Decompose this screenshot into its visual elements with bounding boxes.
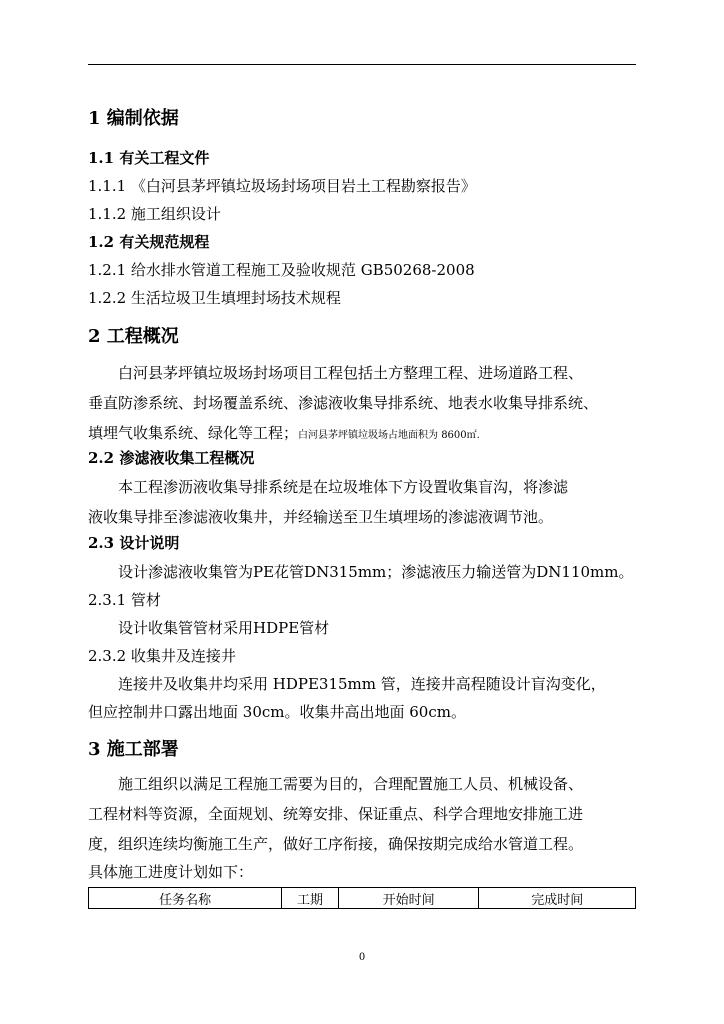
schedule-header-row: [89, 888, 636, 909]
section-2-2-heading: 2.2 渗滤液收集工程概况: [88, 449, 255, 467]
leachate-line-1: 本工程渗沥液收集导排系统是在垃圾堆体下方设置收集盲沟，将渗滤: [118, 478, 569, 496]
design-line-1: 设计渗滤液收集管为PE花管DN315mm；渗滤液压力输送管为DN110mm。: [118, 563, 634, 581]
col-duration: 工期: [282, 888, 339, 909]
item-1-1-2: 1.1.2 施工组织设计: [88, 205, 221, 223]
section-2-heading: 2 工程概况: [88, 326, 179, 347]
deploy-line-2: 工程材料等资源，全面规划、统筹安排、保证重点、科学合理地安排施工进: [88, 805, 584, 823]
section-1-heading: 1 编制依据: [88, 108, 179, 129]
leachate-line-2: 液收集导排至渗滤液收集井，并经输送至卫生填埋场的渗滤液调节池。: [88, 508, 554, 526]
pipe-material-line: 设计收集管管材采用HDPE管材: [118, 619, 330, 637]
section-1-2-heading: 1.2 有关规范规程: [88, 233, 210, 251]
overview-area-note: 白河县茅坪镇垃圾场占地面积为 8600㎡.: [298, 430, 480, 441]
well-line-2: 但应控制井口露出地面 30cm。收集井高出地面 60cm。: [88, 703, 466, 721]
page-number: 0: [358, 952, 366, 963]
deploy-line-1: 施工组织以满足工程施工需要为目的，合理配置施工人员、机械设备、: [118, 775, 584, 793]
col-task-name: 任务名称: [89, 888, 282, 909]
overview-line-1: 白河县茅坪镇垃圾场封场项目工程包括土方整理工程、进场道路工程、: [118, 364, 584, 382]
schedule-table: [88, 887, 636, 909]
deploy-line-4: 具体施工进度计划如下：: [88, 863, 254, 881]
section-3-heading: 3 施工部署: [88, 739, 179, 760]
overview-line-2: 垂直防渗系统、封场覆盖系统、渗滤液收集导排系统、地表水收集导排系统、: [88, 394, 599, 412]
col-start-time: 开始时间: [338, 888, 479, 909]
section-2-3-heading: 2.3 设计说明: [88, 534, 180, 552]
header-rule: [88, 64, 636, 65]
well-line-1: 连接井及收集井均采用 HDPE315mm 管，连接井高程随设计盲沟变化，: [118, 675, 606, 693]
item-1-2-2: 1.2.2 生活垃圾卫生填埋封场技术规程: [88, 289, 341, 307]
overview-line-3-main: 填埋气收集系统、绿化等工程；: [88, 424, 299, 442]
item-1-1-1: 1.1.1 《白河县茅坪镇垃圾场封场项目岩土工程勘察报告》: [88, 177, 476, 195]
deploy-line-3: 度，组织连续均衡施工生产，做好工序衔接，确保按期完成给水管道工程。: [88, 835, 584, 853]
item-2-3-2: 2.3.2 收集井及连接井: [88, 647, 236, 665]
section-1-1-heading: 1.1 有关工程文件: [88, 149, 210, 167]
col-end-time: 完成时间: [479, 888, 636, 909]
item-1-2-1: 1.2.1 给水排水管道工程施工及验收规范 GB50268-2008: [88, 261, 475, 279]
overview-line-3: [88, 422, 480, 443]
item-2-3-1: 2.3.1 管材: [88, 591, 161, 609]
